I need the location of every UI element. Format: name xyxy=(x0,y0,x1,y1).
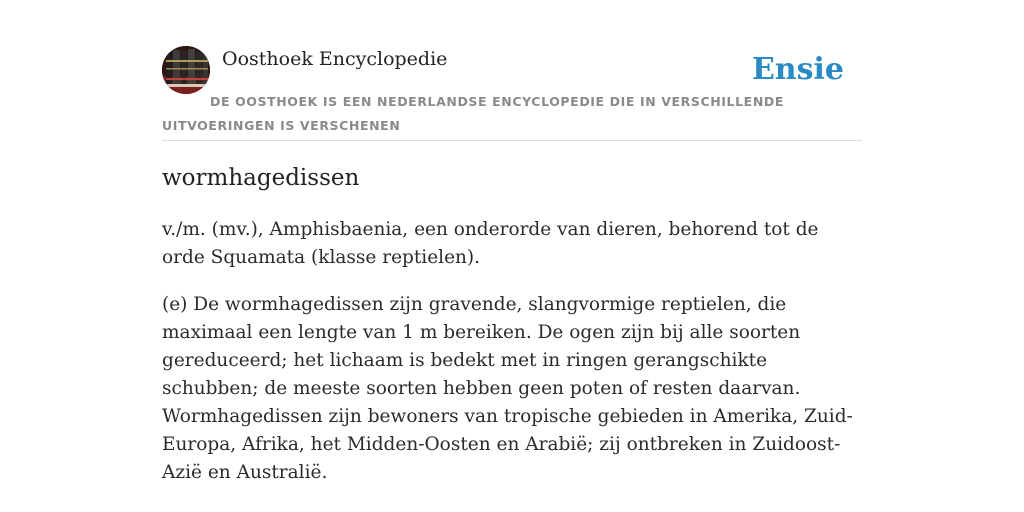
avatar-image xyxy=(162,46,210,94)
entry-description: (e) De wormhagedissen zijn gravende, slangvormige reptielen, die maximaal een lengte van 1 m bereiken. De ogen zijn bij alle soorten gereduceerd; het lichaam is bedekt met in ringen gerangschikte schubben; de meeste soorten hebben geen poten of resten daarvan. Wormhagedissen zijn bewoners van tropische gebieden in Amerika, Zuid-Europa, Afrika, het Midden-Oosten en Arabië; zij ontbreken in Zuidoost-Azië en Australië. xyxy=(162,294,853,483)
brand-logo[interactable]: Ensie xyxy=(751,52,844,87)
entry-title: wormhagedissen xyxy=(162,165,360,191)
site-header xyxy=(162,46,862,141)
entry-definition: v./m. (mv.), Amphisbaenia, een onderorde van dieren, behorend tot de orde Squamata (klasse reptielen). xyxy=(162,219,819,268)
site-name[interactable]: Oosthoek Encyclopedie xyxy=(222,48,448,70)
book-spines-icon[interactable] xyxy=(162,46,210,94)
site-tagline: DE OOSTHOEK IS EEN NEDERLANDSE ENCYCLOPEDIE DIE IN VERSCHILLENDE UITVOERINGEN IS VERSCHENEN xyxy=(162,94,784,133)
entry-content xyxy=(162,216,862,506)
